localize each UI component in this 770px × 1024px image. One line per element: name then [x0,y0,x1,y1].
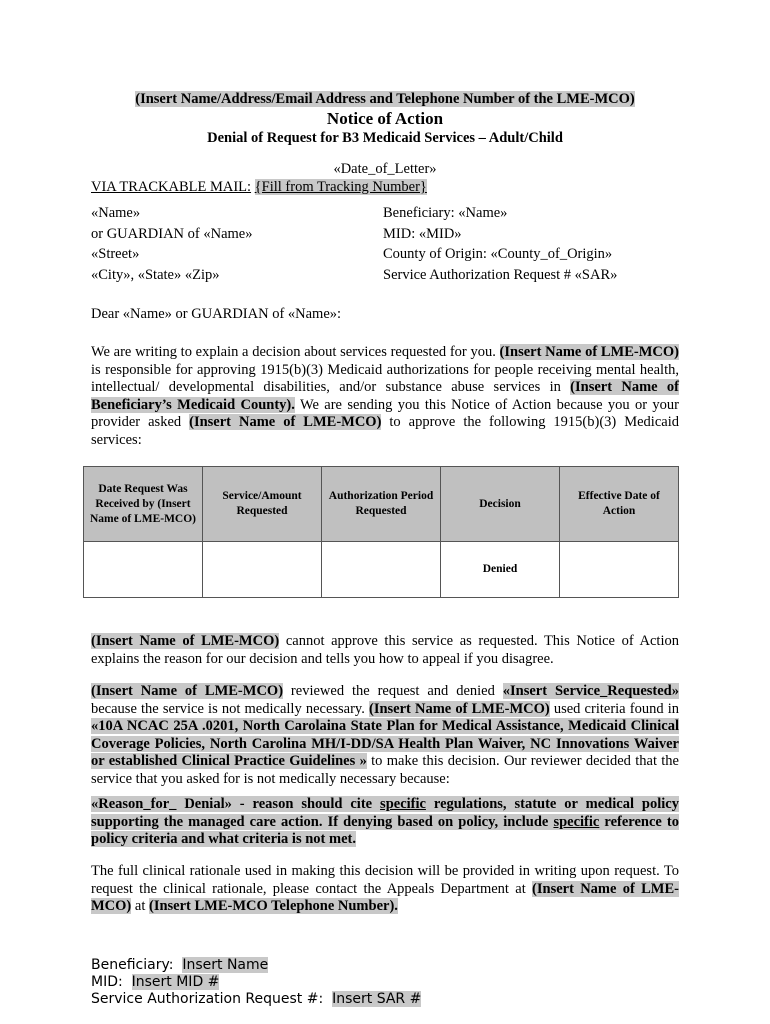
footer-mid-value: Insert MID # [131,974,220,990]
lme-name-placeholder: (Insert Name of LME-MCO) [189,414,382,430]
criteria-placeholder: «10A NCAC 25A .0201, North Carolaina State Plan for Medical Assistance, Medicaid Clinical Coverage Policies, North Carolina MH/I-DD/SA Health Plan Waiver, NC Innovations Waiver or established Clinical Practice Guidelines » [91,718,679,769]
lme-info-heading [0,91,770,108]
footer-sar-value: Insert SAR # [332,991,422,1007]
intro-paragraph: We are writing to explain a decision about services requested for you. (Insert Name of LME-MCO) is responsible for approving 1915(b)(3) Medicaid authorizations for people receiving mental health, intellectual/ developmental disabilities, and/or substance abuse services in (Insert Name of Beneficiary’s Medicaid County). We are sending you this Notice of Action because you or your provider asked (Insert Name of LME-MCO) to approve the following 1915(b)(3) Medicaid services: [91,344,679,448]
recipient-address [91,203,252,285]
cell-date-request [84,542,203,598]
col-authorization-period: Authorization Period Requested [322,467,441,542]
letter-date: «Date_of_Letter» [333,161,437,177]
lme-name-placeholder: (Insert Name of LME-MCO) [91,683,284,699]
cell-authorization-period [322,542,441,598]
table-row [84,542,679,598]
cell-effective-date [560,542,679,598]
lme-name-placeholder: (Insert Name of LME-MCO) [91,880,679,914]
footer-sar: Service Authorization Request #: Insert SAR # [91,991,422,1007]
beneficiary-info [383,203,617,285]
table-header-row [84,467,679,542]
cell-service-amount [203,542,322,598]
sar-number: Service Authorization Request # «SAR» [383,266,618,283]
lme-phone-placeholder: (Insert LME-MCO Telephone Number). [148,898,398,914]
cannot-approve-paragraph: (Insert Name of LME-MCO) cannot approve this service as requested. This Notice of Action explains the reason for our decision and tells you how to appeal if you disagree. [91,633,679,667]
col-date-request: Date Request Was Received by (Insert Name of LME-MCO) [84,467,203,542]
lme-name-placeholder: (Insert Name of LME-MCO) [499,344,679,360]
cell-decision: Denied [441,542,560,598]
page-title: Notice of Action [326,109,444,128]
page-subtitle: Denial of Request for B3 Medicaid Services – Adult/Child [207,130,563,146]
tracking-number-field: {Fill from Tracking Number} [254,179,427,195]
address-guardian: or GUARDIAN of «Name» [91,225,253,242]
col-service-amount: Service/Amount Requested [203,467,322,542]
reason-for-denial: «Reason_for_ Denial» - reason should cite specific regulations, statute or medical policy supporting the managed care action. If denying based on policy, include specific reference to policy criteria and what criteria is not met. [91,796,679,847]
review-paragraph: (Insert Name of LME-MCO) reviewed the request and denied «Insert Service_Requested» because the service is not medically necessary. (Insert Name of LME-MCO) used criteria found in «10A NCAC 25A .0201, North Carolaina State Plan for Medical Assistance, Medicaid Clinical Coverage Policies, North Carolina MH/I-DD/SA Health Plan Waiver, NC Innovations Waiver or established Clinical Practice Guidelines » to make this decision. Our reviewer decided that the service that you asked for is not medically necessary because: [91,683,679,787]
lme-name-placeholder: (Insert Name of LME-MCO) [91,633,280,649]
service-requested-placeholder: «Insert Service_Requested» [502,683,679,699]
address-name: «Name» [91,205,141,221]
lme-info-text: (Insert Name/Address/Email Address and Telephone Number of the LME-MCO) [135,91,635,107]
address-city-state-zip: «City», «State» «Zip» [91,266,220,283]
services-table [83,466,679,598]
footer-beneficiary: Beneficiary: Insert Name [91,957,269,973]
salutation: Dear «Name» or GUARDIAN of «Name»: [91,306,342,322]
county-placeholder: (Insert Name of Beneficiary’s Medicaid County). [91,379,679,413]
via-label: VIA TRACKABLE MAIL: [91,179,252,195]
footer-mid: MID: Insert MID # [91,974,220,990]
clinical-rationale-paragraph: The full clinical rationale used in making this decision will be provided in writing upon request. To request the clinical rationale, please contact the Appeals Department at (Insert Name of LME-MCO) at (Insert LME-MCO Telephone Number). [91,863,679,914]
col-effective-date: Effective Date of Action [560,467,679,542]
beneficiary-mid: MID: «MID» [383,225,462,242]
page-footer [91,957,421,1008]
col-decision: Decision [441,467,560,542]
county-of-origin: County of Origin: «County_of_Origin» [383,246,613,262]
footer-beneficiary-value: Insert Name [182,957,269,973]
beneficiary-name: Beneficiary: «Name» [383,205,508,221]
lme-name-placeholder: (Insert Name of LME-MCO) [369,700,550,717]
address-street: «Street» [91,246,140,262]
via-trackable-mail [91,179,427,196]
